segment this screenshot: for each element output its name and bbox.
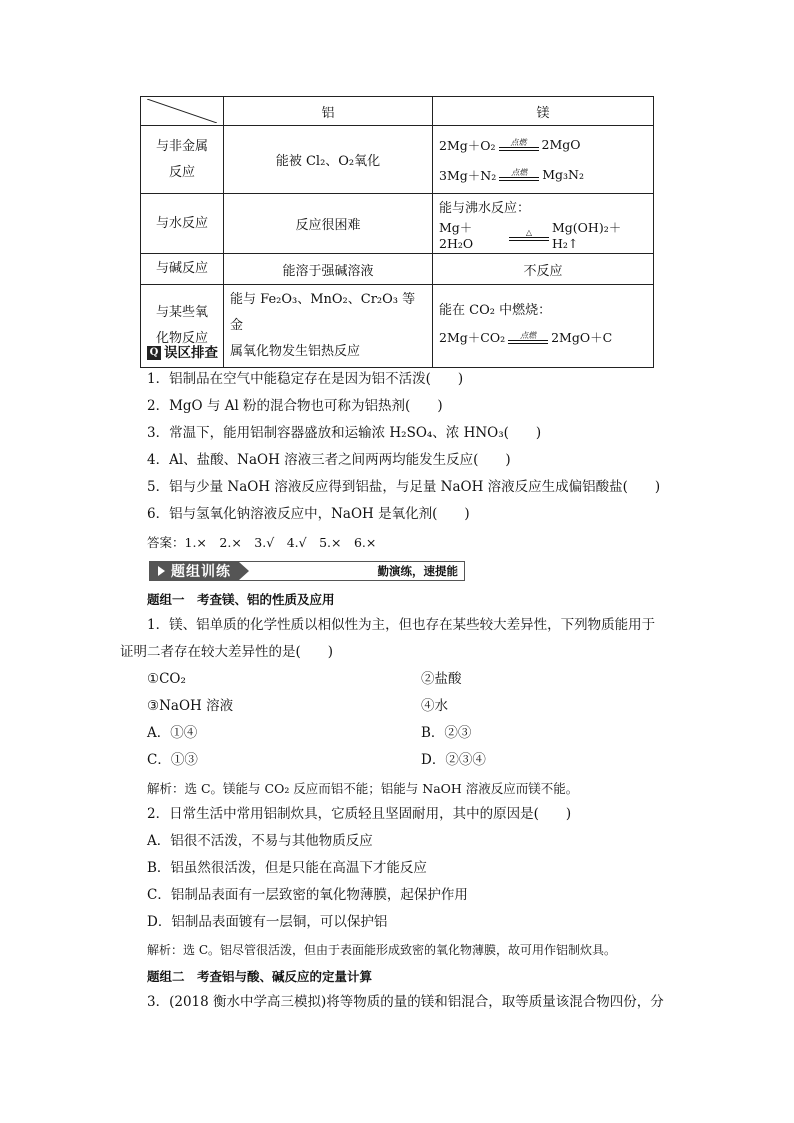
diagonal-corner-cell xyxy=(141,97,224,126)
tizu-banner-slogan: 勤演练，速提能 xyxy=(377,564,458,578)
q1-option-a: A．①④ xyxy=(147,725,198,741)
row-label-line: 与非金属 xyxy=(155,138,208,154)
q1-line: 1．镁、铝单质的化学性质以相似性为主，但也存在某些较大差异性，下列物质能用于 xyxy=(147,617,656,633)
equation xyxy=(439,322,647,352)
eq-arrow xyxy=(499,168,539,181)
eq-right: Mg₃N₂ xyxy=(542,167,584,182)
q1-analysis: 解析：选 C。镁能与 CO₂ 反应而铝不能；铝能与 NaOH 溶液反应而镁不能。 xyxy=(147,781,579,796)
row-label xyxy=(141,126,224,194)
q2-option-d: D．铝制品表面镀有一层铜，可以保护铝 xyxy=(147,914,388,930)
q1-option-c: C．①③ xyxy=(147,752,198,768)
eq-condition: 点燃 xyxy=(511,168,528,177)
wuqu-item: 1．铝制品在空气中能稳定存在是因为铝不活泼( ) xyxy=(147,371,464,387)
tizu-banner-left xyxy=(150,562,239,580)
wuqu-item: 5．铝与少量 NaOH 溶液反应得到铝盐，与足量 NaOH 溶液反应生成偏铝酸盐( ) xyxy=(147,479,661,495)
group1-title: 题组一 考查镁、铝的性质及应用 xyxy=(147,592,335,607)
q1-option-b: B．②③ xyxy=(421,725,472,741)
al-cell: 能溶于强碱溶液 xyxy=(224,254,433,285)
banner-arrow-decoration xyxy=(239,562,249,580)
q1-item: ②盐酸 xyxy=(421,671,462,687)
header-aluminum: 铝 xyxy=(224,97,433,126)
eq-condition: 点燃 xyxy=(520,330,537,340)
table-header-row xyxy=(141,97,654,126)
row-label: 与水反应 xyxy=(141,194,224,254)
al-line: 能与 Fe₂O₃、MnO₂、Cr₂O₃ 等金 xyxy=(230,292,416,333)
eq-right: Mg(OH)₂＋H₂↑ xyxy=(552,220,622,251)
q2-stem: 2．日常生活中常用铝制炊具，它质轻且坚固耐用，其中的原因是( ) xyxy=(147,806,572,822)
q1-item: ③NaOH 溶液 xyxy=(147,698,234,714)
row-label: 与碱反应 xyxy=(141,254,224,285)
comparison-table xyxy=(140,96,654,368)
row-label-line: 化物反应 xyxy=(155,331,208,346)
tizu-banner xyxy=(149,561,465,581)
al-cell: 能被 Cl₂、O₂氧化 xyxy=(224,126,433,194)
answer-line: 答案：1.× 2.× 3.√ 4.√ 5.× 6.× xyxy=(147,535,377,550)
header-magnesium: 镁 xyxy=(433,97,654,126)
al-cell xyxy=(224,285,433,368)
eq-arrow xyxy=(508,331,548,344)
mg-text: 能在 CO₂ 中燃烧： xyxy=(439,303,552,318)
mg-cell xyxy=(433,285,654,368)
row-label-line: 反应 xyxy=(168,164,195,180)
wuqu-item: 4．Al、盐酸、NaOH 溶液三者之间两两均能发生反应( ) xyxy=(147,452,511,468)
q2-option-b: B．铝虽然很活泼，但是只能在高温下才能反应 xyxy=(147,860,427,876)
wuqu-item: 3．常温下，能用铝制容器盛放和运输浓 H₂SO₄、浓 HNO₃( ) xyxy=(147,425,542,441)
eq-left: Mg＋2H₂O xyxy=(439,220,474,251)
wuqu-heading xyxy=(147,344,218,362)
mg-text: 能与沸水反应： xyxy=(439,200,531,216)
diagonal-line xyxy=(147,99,217,123)
eq-left: 2Mg＋O₂ xyxy=(439,137,496,153)
group2-title: 题组二 考查铝与酸、碱反应的定量计算 xyxy=(147,969,373,984)
play-icon xyxy=(158,566,165,576)
row-nonmetal xyxy=(141,126,654,194)
eq-right: 2MgO xyxy=(541,137,581,152)
wuqu-item: 2．MgO 与 Al 粉的混合物也可称为铝热剂( ) xyxy=(147,398,443,414)
equation xyxy=(439,160,647,190)
q2-option-a: A．铝很不活泼，不易与其他物质反应 xyxy=(147,833,373,849)
row-label-line: 与某些氧 xyxy=(155,305,208,320)
q1-item: ④水 xyxy=(421,698,448,714)
eq-arrow xyxy=(499,138,539,151)
al-cell: 反应很困难 xyxy=(224,194,433,254)
magnifier-icon: Q xyxy=(147,346,161,360)
equation xyxy=(439,220,647,250)
q1-line: 证明二者存在较大差异性的是( ) xyxy=(120,644,334,660)
mg-cell xyxy=(433,194,654,254)
q2-analysis: 解析：选 C。铝尽管很活泼，但由于表面能形成致密的氧化物薄膜，故可用作铝制炊具。 xyxy=(147,943,616,957)
eq-left: 2Mg＋CO₂ xyxy=(439,330,506,345)
q1-item: ①CO₂ xyxy=(147,671,186,687)
eq-condition: △ xyxy=(525,228,533,237)
q3-stem: 3．(2018 衡水中学高三模拟)将等物质的量的镁和铝混合，取等质量该混合物四份，分 xyxy=(147,994,664,1010)
row-water xyxy=(141,194,654,254)
eq-condition: 点燃 xyxy=(510,138,527,147)
tizu-banner-title: 题组训练 xyxy=(171,564,231,580)
q2-option-c: C．铝制品表面有一层致密的氧化物薄膜，起保护作用 xyxy=(147,887,468,903)
mg-cell xyxy=(433,126,654,194)
eq-arrow xyxy=(509,228,549,241)
q1-option-d: D．②③④ xyxy=(421,752,486,768)
equation xyxy=(439,130,647,160)
al-line: 属氧化物发生铝热反应 xyxy=(230,344,361,359)
wuqu-title: 误区排查 xyxy=(164,345,218,361)
mg-cell: 不反应 xyxy=(433,254,654,285)
row-base xyxy=(141,254,654,285)
eq-right: 2MgO＋C xyxy=(551,330,613,345)
wuqu-item: 6．铝与氢氧化钠溶液反应中，NaOH 是氧化剂( ) xyxy=(147,506,470,522)
eq-left: 3Mg＋N₂ xyxy=(439,167,497,183)
